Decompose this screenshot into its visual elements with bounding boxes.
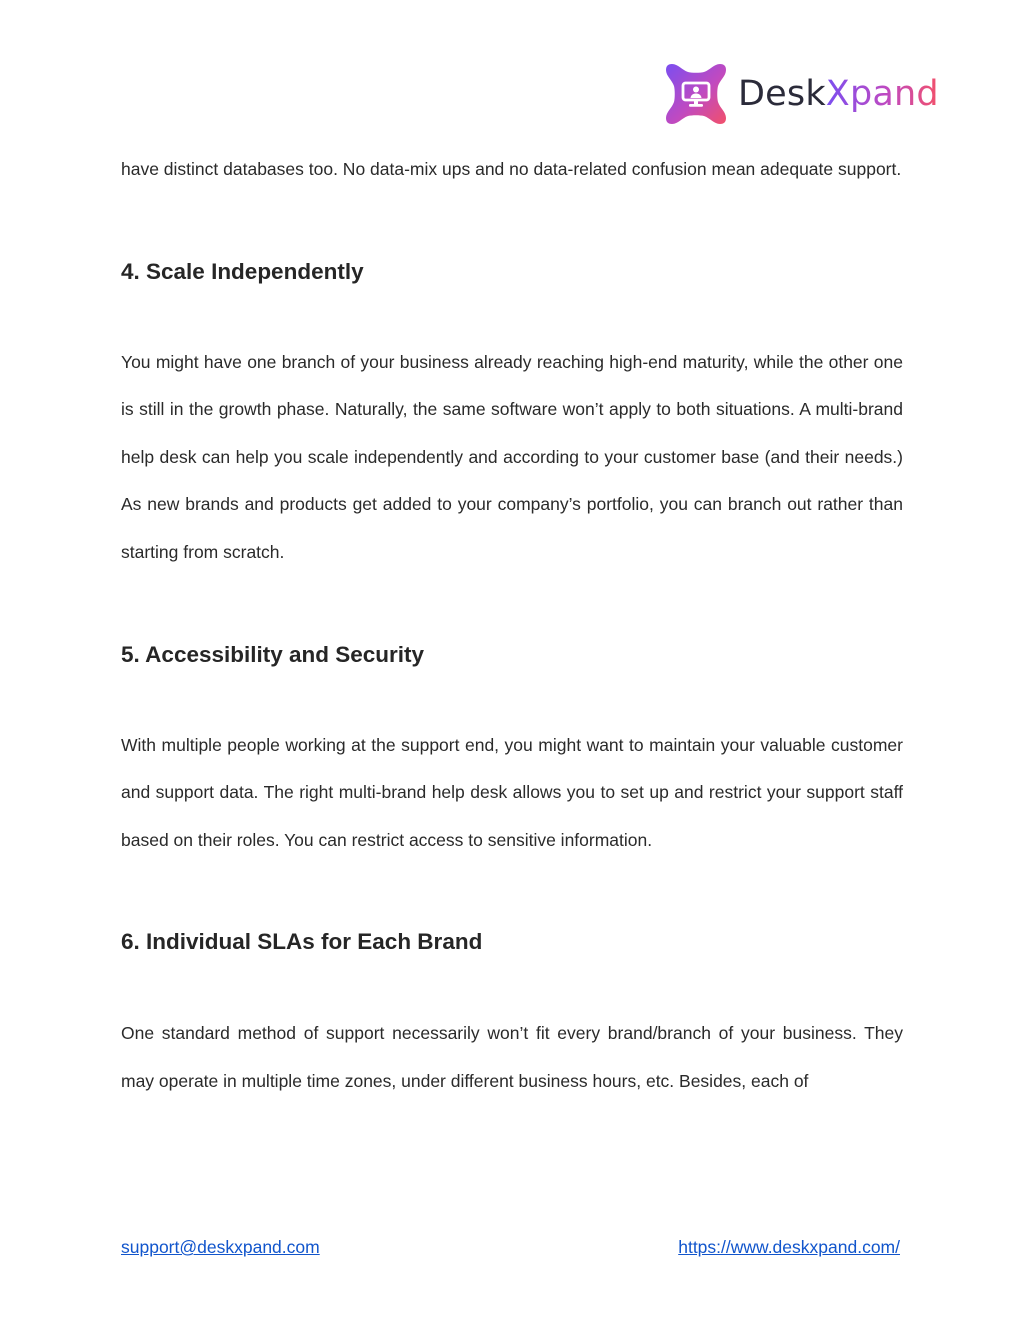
- section-heading-slas: 6. Individual SLAs for Each Brand: [121, 929, 483, 955]
- support-email-link[interactable]: support@deskxpand.com: [121, 1237, 320, 1257]
- intro-paragraph: have distinct databases too. No data-mix ups and no data-related confusion mean adequate support.: [121, 159, 902, 179]
- section-body-security: With multiple people working at the support end, you might want to maintain your valuable customer and support data. The right multi-brand help desk allows you to set up and restrict your support staff based on their roles. You can restrict access to sensitive information.: [121, 734, 903, 850]
- section-heading-security: 5. Accessibility and Security: [121, 641, 425, 667]
- section-body-slas: One standard method of support necessarily won’t fit every brand/branch of your business. They may operate in multiple time zones, under different business hours, etc. Besides, each of: [121, 1023, 903, 1091]
- brand-wordmark: [738, 73, 939, 114]
- website-link[interactable]: https://www.deskxpand.com/: [678, 1237, 900, 1257]
- brand-name-xpand: Xpand: [825, 73, 939, 114]
- brand-name-desk: Desk: [738, 73, 826, 114]
- monitor-user-icon: [664, 62, 728, 126]
- page-footer: [121, 1237, 903, 1265]
- section-heading-scale: 4. Scale Independently: [121, 258, 364, 284]
- document-body: [121, 146, 903, 1106]
- brand-logo: [664, 60, 944, 128]
- section-body-scale: You might have one branch of your business already reaching high-end maturity, while the other one is still in the growth phase. Naturally, the same software won’t apply to both situations. A multi-brand help desk can help you scale independently and according to your customer base (and their needs.) As new brands and products get added to your company’s portfolio, you can branch out rather than starting from scratch.: [121, 351, 903, 562]
